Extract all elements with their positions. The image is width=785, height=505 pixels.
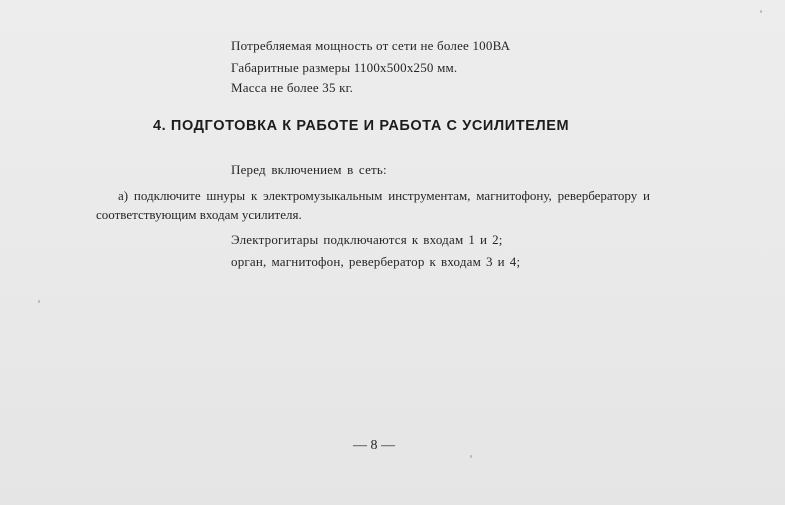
item-a-line-1: а) подключите шнуры к электромузыкальным инструментам, магнитофону, ревербератору и — [118, 188, 650, 203]
scan-speck — [470, 455, 472, 458]
spec-power-line: Потребляемая мощность от сети не более 100ВА — [231, 38, 511, 53]
page-number: — 8 — — [353, 438, 395, 453]
spec-dimensions-line: Габаритные размеры 1100х500х250 мм. — [231, 60, 458, 75]
spec-mass-line: Масса не более 35 кг. — [231, 80, 354, 95]
scan-speck — [38, 300, 40, 303]
scan-speck — [760, 10, 762, 13]
organ-line: орган, магнитофон, ревербератор к входам 3 и 4; — [231, 254, 521, 269]
intro-line: Перед включением в сеть: — [231, 162, 387, 177]
guitars-line: Электрогитары подключаются к входам 1 и 2; — [231, 232, 503, 247]
section-heading: 4. ПОДГОТОВКА К РАБОТЕ И РАБОТА С УСИЛИТЕЛЕМ — [153, 118, 570, 134]
item-a-line-2: соответствующим входам усилителя. — [96, 207, 302, 222]
